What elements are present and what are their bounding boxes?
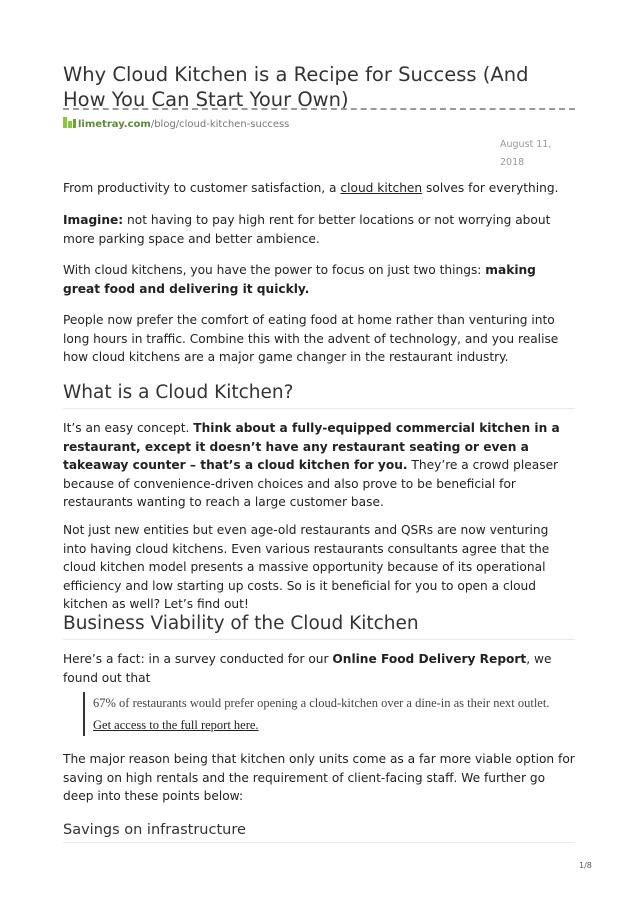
text: From productivity to customer satisfaction, a [63,181,341,195]
article-title: Why Cloud Kitchen is a Recipe for Success (And How You Can Start Your Own) [63,63,529,111]
cloud-kitchen-link[interactable]: cloud kitchen [340,181,423,195]
source-path[interactable]: /blog/cloud-kitchen-success [150,119,290,130]
focus-highlight: making great food and delivering it quickly. [63,263,536,296]
section-rule [63,639,575,640]
section-heading-what-is: What is a Cloud Kitchen? [63,382,294,403]
section1-paragraph-2: Not just new entities but even age-old restaurants and QSRs are now venturing into having cloud kitchens. Even various restaurants consultants agree that the cloud kitchen model presents a massive opportunity because of its operational efficiency and low starting up costs. So is it beneficial for you to open a cloud kitchen as well? Let’s find out! [63,523,550,611]
text: not having to pay high rent for better locations or not worrying about more parking space and better ambience. [63,213,551,246]
section-rule [63,408,575,409]
text: solves for everything. [422,181,559,195]
intro-paragraph-3 [63,261,575,298]
text: With cloud kitchens, you have the power to focus on just two things: [63,263,486,277]
text: It’s an easy concept. [63,421,194,435]
full-report-link[interactable]: Get access to the full report here. [93,718,259,732]
limetray-logo-icon [63,116,76,129]
blockquote [83,692,563,736]
intro-paragraph-4: People now prefer the comfort of eating food at home rather than venturing into long hours in traffic. Combine this with the advent of technology, and you realise how cloud kitchens are a major game changer in the restaurant industry. [63,313,559,364]
section-heading-viability: Business Viability of the Cloud Kitchen [63,613,419,634]
date-line-1: August 11, [500,139,552,150]
section-heading-savings: Savings on infrastructure [63,822,246,838]
quote-text: 67% of restaurants would prefer opening a cloud-kitchen over a dine-in as their next outlet. [93,696,550,710]
section2-paragraph-2: The major reason being that kitchen only units come as a far more viable option for saving on high rentals and the requirement of client-facing staff. We further go deep into these points below: [63,752,575,803]
source-line [63,116,289,130]
section1-paragraph-1 [63,419,575,512]
source-domain[interactable]: limetray.com [78,119,151,130]
section2-paragraph-1 [63,650,575,687]
intro-paragraph-2 [63,211,575,248]
publish-date [500,136,570,172]
report-name: Online Food Delivery Report [332,652,527,666]
text: They’re a crowd pleaser because of convenience-driven choices and also prove to be beneficial for restaurants wanting to reach a large customer base. [63,458,559,509]
date-line-2: 2018 [500,157,525,168]
title-divider [63,108,575,110]
text: Here’s a fact: in a survey conducted for our [63,652,333,666]
concept-highlight: Think about a fully-equipped commercial kitchen in a restaurant, except it doesn’t have any restaurant seating or even a takeaway counter – that’s a cloud kitchen for you. [63,421,560,472]
page-number: 1/8 [579,861,592,870]
text: , we found out that [63,652,552,685]
intro-paragraph-1 [63,179,575,198]
section-rule [63,842,575,843]
imagine-label: Imagine: [63,213,124,227]
